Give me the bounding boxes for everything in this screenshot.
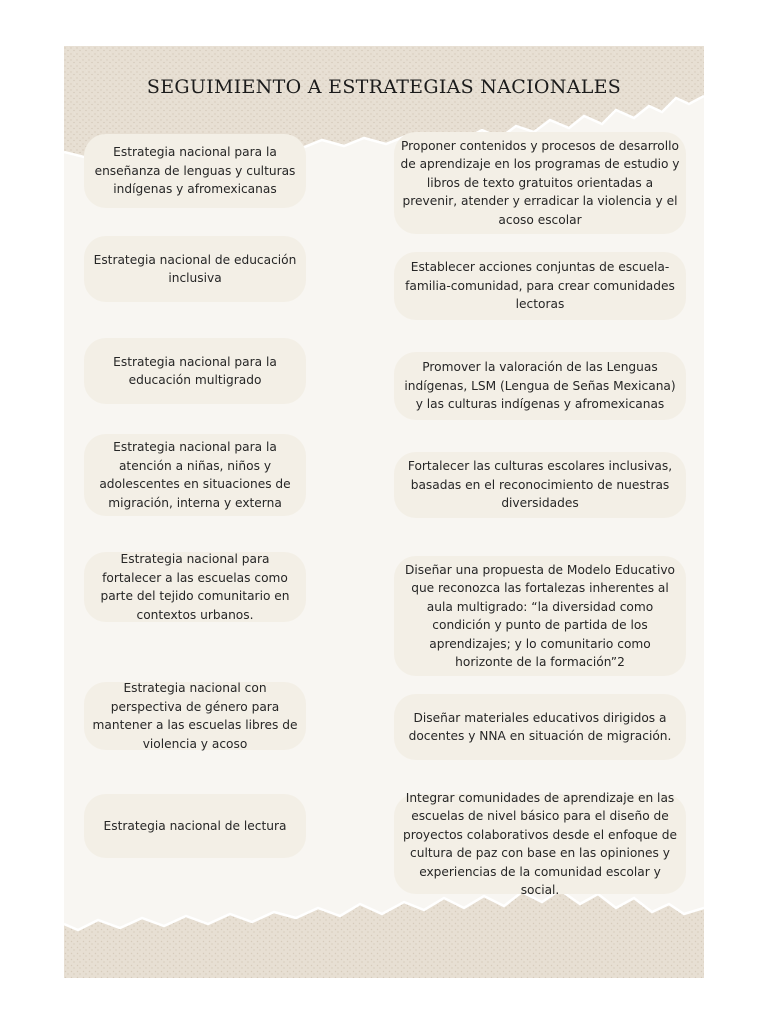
strategy-item	[84, 236, 306, 302]
page-title: SEGUIMIENTO A ESTRATEGIAS NACIONALES	[146, 76, 622, 98]
action-label: Diseñar una propuesta de Modelo Educativo que reconozca las fortalezas inherentes al aula multigrado: “la diversidad como condición y punto de partida de los aprendizajes; y lo comunitario como horizonte de la formación”2	[404, 562, 676, 669]
action-item	[394, 352, 686, 420]
action-item	[394, 790, 686, 897]
strategy-item	[84, 338, 306, 404]
action-label: Establecer acciones conjuntas de escuela-familia-comunidad, para crear comunidades lectoras	[405, 260, 675, 312]
action-label: Integrar comunidades de aprendizaje en las escuelas de nivel básico para el diseño de proyectos colaborativos desde el enfoque de cultura de paz con base en las opiniones y experiencias de la comunidad escolar y social.	[402, 790, 678, 897]
document-page	[64, 46, 704, 978]
action-label: Diseñar materiales educativos dirigidos a docentes y NNA en situación de migración.	[408, 710, 672, 743]
action-label: Proponer contenidos y procesos de desarrollo de aprendizaje en los programas de estudio y libros de texto gratuitos orientadas a prevenir, atender y erradicar la violencia y el acoso escolar	[400, 138, 680, 227]
action-item	[394, 452, 686, 518]
strategy-label: Estrategia nacional para fortalecer a las escuelas como parte del tejido comunitario en contextos urbanos.	[100, 552, 290, 622]
action-item	[394, 252, 686, 320]
strategy-item	[84, 794, 306, 858]
strategy-item	[84, 682, 306, 750]
action-item	[394, 556, 686, 676]
strategy-label: Estrategia nacional para la enseñanza de lenguas y culturas indígenas y afromexicanas	[94, 145, 296, 197]
strategy-item	[84, 134, 306, 208]
strategy-label: Estrategia nacional para la educación multigrado	[113, 354, 277, 387]
strategy-label: Estrategia nacional de lectura	[103, 818, 287, 833]
strategy-label: Estrategia nacional con perspectiva de género para mantener a las escuelas libres de violencia y acoso	[92, 681, 298, 751]
strategy-item	[84, 434, 306, 516]
strategy-item	[84, 552, 306, 622]
action-item	[394, 132, 686, 234]
action-label: Promover la valoración de las Lenguas indígenas, LSM (Lengua de Señas Mexicana) y las culturas indígenas y afromexicanas	[404, 360, 676, 412]
action-item	[394, 694, 686, 760]
action-label: Fortalecer las culturas escolares inclusivas, basadas en el reconocimiento de nuestras diversidades	[407, 459, 673, 511]
strategy-label: Estrategia nacional para la atención a niñas, niños y adolescentes en situaciones de migración, interna y externa	[99, 440, 291, 510]
strategy-label: Estrategia nacional de educación inclusiva	[93, 252, 297, 285]
